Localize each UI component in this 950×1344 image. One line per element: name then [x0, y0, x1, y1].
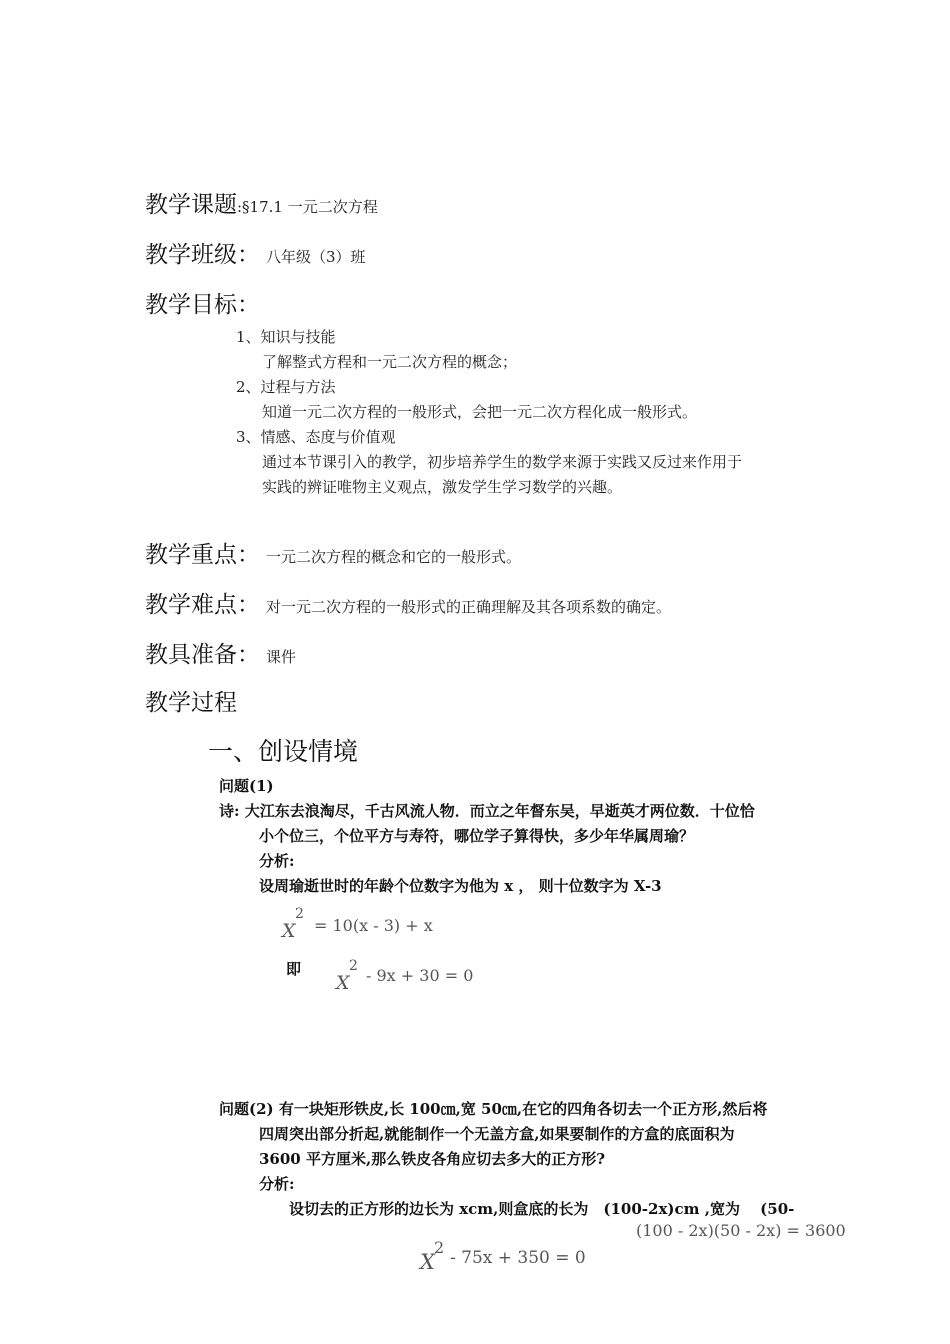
- question-2-line-2: 四周突出部分折起,就能制作一个无盖方盒,如果要制作的方盒的底面积为: [259, 1125, 735, 1143]
- process-label: 教学过程: [145, 690, 237, 716]
- goals-label: 教学目标：: [145, 292, 260, 318]
- tools-value: 课件: [266, 648, 297, 666]
- equation-3: (100 - 2x)(50 - 2x) = 3600: [636, 1221, 846, 1240]
- equation-4-rest: - 75x + 350 = 0: [450, 1248, 586, 1268]
- difficult-point-value: 对一元二次方程的一般形式的正确理解及其各项系数的确定。: [266, 598, 672, 616]
- equation-1: [282, 906, 482, 942]
- goal-1-title: 1、知识与技能: [236, 328, 336, 346]
- goal-2-title: 2、过程与方法: [236, 378, 336, 396]
- section-title: 一、创设情境: [208, 737, 359, 766]
- key-point-row: [145, 536, 521, 569]
- equation-4-exponent: 2: [434, 1238, 445, 1257]
- analysis-label: 分析:: [259, 852, 295, 870]
- difficult-point-label: 教学难点：: [145, 592, 260, 618]
- goal-3-text-line1: 通过本节课引入的教学，初步培养学生的数学来源于实践又反过来作用于: [262, 453, 743, 471]
- equation-2-x: X: [336, 972, 350, 994]
- key-point-value: 一元二次方程的概念和它的一般形式。: [266, 548, 522, 566]
- equation-4-x: X: [420, 1250, 435, 1274]
- poem-line-2: 小个位三，个位平方与寿符，哪位学子算得快，多少年华属周瑜？: [259, 827, 695, 845]
- question-2-setup: 设切去的正方形的边长为 xcm,则盒底的长为 (100-2x)cm ,宽为 (50-: [289, 1200, 795, 1218]
- topic-row: [145, 186, 378, 219]
- equation-2-prefix: 即: [286, 960, 302, 978]
- class-value: 八年级（3）班: [266, 248, 366, 266]
- key-point-label: 教学重点：: [145, 542, 260, 568]
- equation-1-exponent: 2: [295, 906, 304, 922]
- equation-2-rest: - 9x + 30 = 0: [366, 966, 474, 985]
- difficult-point-row: [145, 586, 671, 619]
- equation-1-rest: = 10(x - 3) + x: [314, 916, 433, 935]
- goal-1-text: 了解整式方程和一元二次方程的概念；: [262, 353, 518, 371]
- tools-row: [145, 636, 296, 669]
- tools-label: 教具准备：: [145, 642, 260, 668]
- equation-2-exponent: 2: [349, 958, 358, 974]
- goal-2-text: 知道一元二次方程的一般形式，会把一元二次方程化成一般形式。: [262, 403, 698, 421]
- goal-3-text-line2: 实践的辨证唯物主义观点，激发学生学习数学的兴趣。: [262, 478, 623, 496]
- topic-label: 教学课题: [145, 192, 237, 218]
- question-1-setup: 设周瑜逝世时的年龄个位数字为他为 x ， 则十位数字为 X-3: [259, 877, 662, 895]
- class-label: 教学班级：: [145, 242, 260, 268]
- class-row: [145, 236, 366, 269]
- poem-line-1: 诗: 大江东去浪淘尽，千古风流人物．而立之年督东吴，早逝英才两位数．十位恰: [219, 802, 755, 820]
- equation-4: [420, 1238, 620, 1278]
- question-2-line-1: 问题(2) 有一块矩形铁皮,长 100㎝,宽 50㎝,在它的四角各切去一个正方形,然后将: [219, 1100, 768, 1118]
- goal-3-title: 3、情感、态度与价值观: [236, 428, 396, 446]
- equation-1-x: X: [282, 920, 296, 942]
- question-2-line-3: 3600 平方厘米,那么铁皮各角应切去多大的正方形?: [259, 1150, 605, 1168]
- analysis-2-label: 分析:: [259, 1175, 295, 1193]
- topic-value: :§17.1 一元二次方程: [237, 198, 378, 216]
- equation-2: [336, 958, 536, 994]
- question-1-label: 问题(1): [219, 777, 274, 795]
